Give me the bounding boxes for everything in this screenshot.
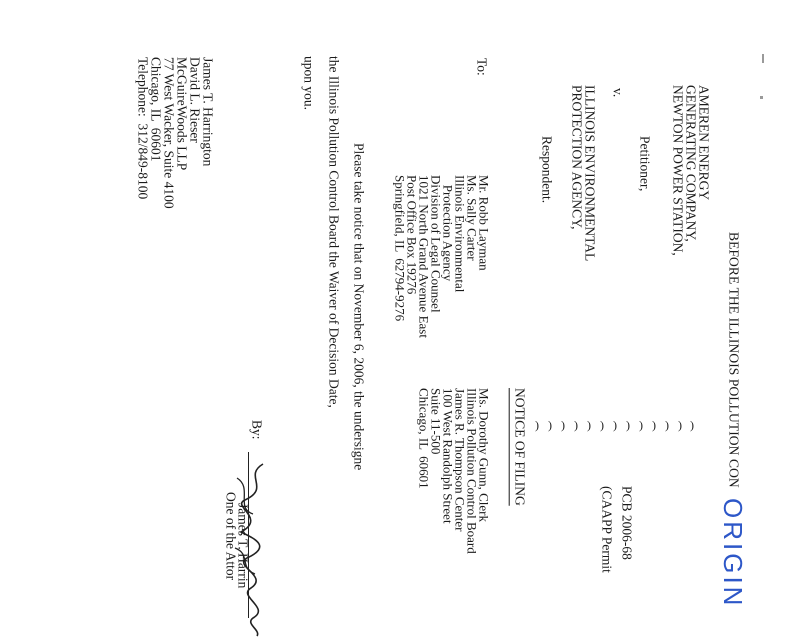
counsel-line: David L. Rieser	[187, 57, 203, 143]
caption-bracket: )	[652, 418, 656, 432]
address-line: Post Office Box 19276	[404, 175, 420, 295]
notice-body-line-2: the Illinois Pollution Control Board the Waiver of Decision Date,	[326, 56, 342, 408]
address-line: 1021 North Grand Avenue East	[416, 175, 432, 338]
notice-title: NOTICE OF FILING	[512, 388, 528, 506]
by-label: By:	[249, 420, 265, 440]
counsel-line: Chicago, IL 60601	[148, 57, 164, 162]
petitioner-name-line-3: NEWTON POWER STATION,	[670, 85, 686, 256]
address-line: Chicago, IL 60601	[416, 388, 432, 489]
respondent-role: Respondent.	[539, 136, 555, 204]
address-line: Suite 11-500	[428, 388, 444, 455]
case-number: PCB 2006-68	[619, 486, 635, 560]
address-line: Division of Legal Counsel	[428, 175, 444, 313]
caption-bracket: )	[613, 418, 617, 432]
address-line: Mr. Robb Layman	[476, 175, 492, 271]
scan-mark	[762, 54, 764, 63]
caption-bracket: )	[690, 418, 694, 432]
address-line: Ms. Sally Carter	[464, 175, 480, 261]
to-label: To:	[474, 58, 490, 76]
notice-body-line-3: upon you.	[301, 56, 317, 110]
case-type: (CAAPP Permit	[599, 486, 615, 573]
petitioner-role: Petitioner,	[637, 136, 653, 192]
address-line: 100 West Randolph Street	[440, 388, 456, 524]
caption-bracket: )	[548, 418, 552, 432]
scan-mark	[760, 96, 763, 99]
counsel-line: 77 West Wacker, Suite 4100	[161, 57, 177, 209]
caption-bracket: )	[665, 418, 669, 432]
counsel-line: McGuireWoods LLP	[174, 57, 190, 171]
caption-bracket: )	[561, 418, 565, 432]
respondent-name-line-2: PROTECTION AGENCY,	[569, 85, 585, 230]
address-line: Illinois Pollution Control Board	[464, 388, 480, 554]
counsel-line: James T. Harrington	[200, 57, 216, 167]
counsel-line: Telephone: 312/849-8100	[135, 57, 151, 200]
versus: v.	[610, 88, 626, 98]
address-line: Ms. Dorothy Gunn, Clerk	[476, 388, 492, 522]
caption-bracket: )	[535, 418, 539, 432]
notice-body-line-1: Please take notice that on November 6, 2006, the undersigne	[351, 143, 367, 471]
signer-name: James T. Harrin	[235, 503, 251, 589]
address-line: Springfield, IL 62794-9276	[392, 175, 408, 322]
petitioner-name-line-2: GENERATING COMPANY,	[683, 85, 699, 242]
caption-bracket: )	[600, 418, 604, 432]
address-line: Protection Agency	[440, 175, 456, 282]
caption-bracket: )	[639, 418, 643, 432]
caption-bracket: )	[678, 418, 682, 432]
signer-title: One of the Attor	[223, 492, 239, 581]
caption-bracket: )	[626, 418, 630, 432]
original-stamp: ORIGIN	[718, 498, 748, 609]
court-heading: BEFORE THE ILLINOIS POLLUTION CON	[726, 232, 742, 488]
address-line: James R. Thompson Center	[452, 388, 468, 532]
caption-bracket: )	[574, 418, 578, 432]
address-line: Illinois Environmental	[452, 175, 468, 293]
petitioner-name-line-1: AMEREN ENERGY	[696, 85, 712, 201]
respondent-name-line-1: ILLINOIS ENVIRONMENTAL	[582, 85, 598, 262]
caption-bracket: )	[587, 418, 591, 432]
